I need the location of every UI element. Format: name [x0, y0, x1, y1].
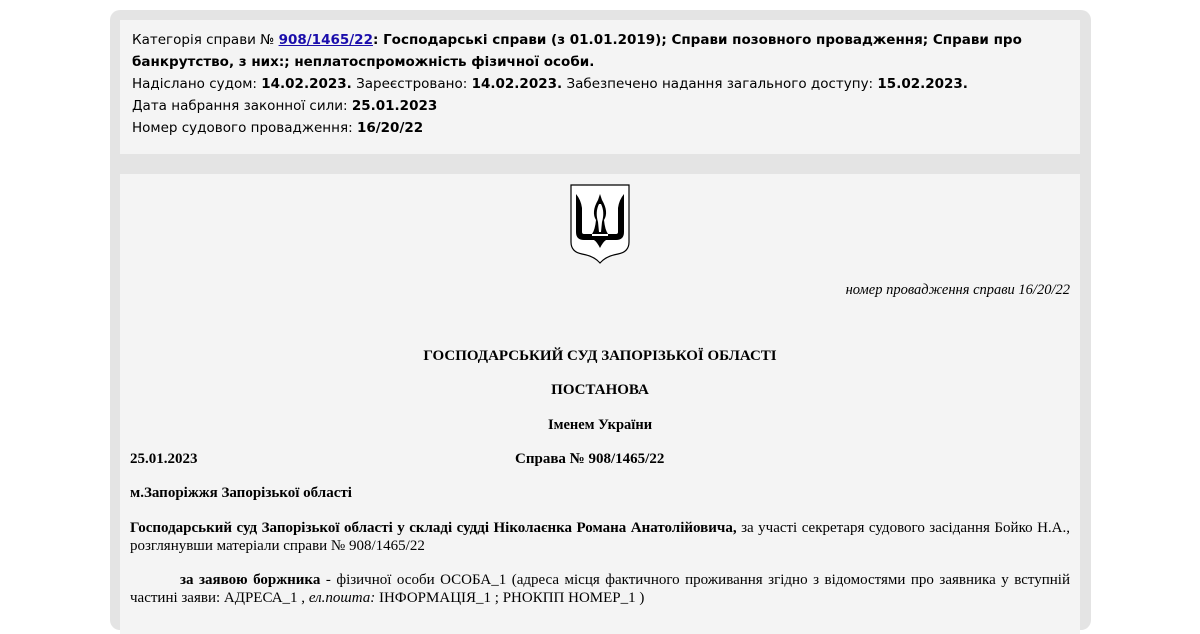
paragraph-bold: Господарський суд Запорізької області у складі судді Ніколаєнка Романа Анатолійовича, — [130, 520, 737, 536]
decision-date: 25.01.2023 — [130, 451, 198, 467]
dates-line — [132, 73, 1068, 95]
paragraph-application — [130, 571, 1070, 607]
paragraph-court-composition — [130, 519, 1070, 555]
city: м.Запоріжжя Запорізької області — [130, 485, 352, 501]
force-date: 25.01.2023 — [351, 98, 438, 114]
force-line — [132, 95, 1068, 117]
proceeding-number-line: номер провадження справи 16/20/22 — [845, 282, 1070, 298]
proceeding-number: 16/20/22 — [356, 120, 424, 136]
category-line — [132, 29, 1068, 73]
case-metadata-panel — [120, 20, 1080, 154]
access-date: 15.02.2023. — [877, 76, 968, 92]
category-label: Категорія справи № — [132, 32, 275, 48]
case-number: Справа № 908/1465/22 — [515, 451, 665, 467]
case-number-link[interactable]: 908/1465/22 — [278, 32, 373, 48]
in-name-of-ukraine: Іменем України — [547, 417, 653, 433]
document-body — [120, 174, 1080, 634]
registered-date: 14.02.2023. — [471, 76, 563, 92]
access-label: Забезпечено надання загального доступу: — [566, 76, 874, 92]
proceeding-line — [132, 117, 1068, 139]
category-text: : Господарські справи (з 01.01.2019); Справи позовного провадження; Справи про банкрутство, з них:; неплатоспроможність фізичної особи. — [132, 32, 1022, 70]
sent-label: Надіслано судом: — [132, 76, 257, 92]
paragraph-bold: за заявою боржника — [180, 572, 321, 588]
email-label: ел.пошта: — [308, 590, 376, 606]
force-label: Дата набрання законної сили: — [132, 98, 348, 114]
registered-label: Зареєстровано: — [356, 76, 468, 92]
paragraph-text: ІНФОРМАЦІЯ_1 ; РНОКПП НОМЕР_1 ) — [375, 590, 645, 606]
document-type: ПОСТАНОВА — [551, 382, 649, 398]
sent-date: 14.02.2023. — [261, 76, 352, 92]
proceeding-label: Номер судового провадження: — [132, 120, 353, 136]
paragraph-text: - фізичної особи ОСОБА_1 (адреса місця фактичного проживання згідно з відомостями про заявника у вступній частині заяви: АДРЕСА_1 , — [130, 572, 1071, 606]
paragraph-text: за участі секретаря судового засідання Бойко Н.А., розглянувши матеріали справи № 908/1465/22 — [130, 520, 1070, 554]
coat-of-arms-icon — [570, 184, 630, 264]
court-name: ГОСПОДАРСЬКИЙ СУД ЗАПОРІЗЬКОЇ ОБЛАСТІ — [423, 348, 777, 364]
